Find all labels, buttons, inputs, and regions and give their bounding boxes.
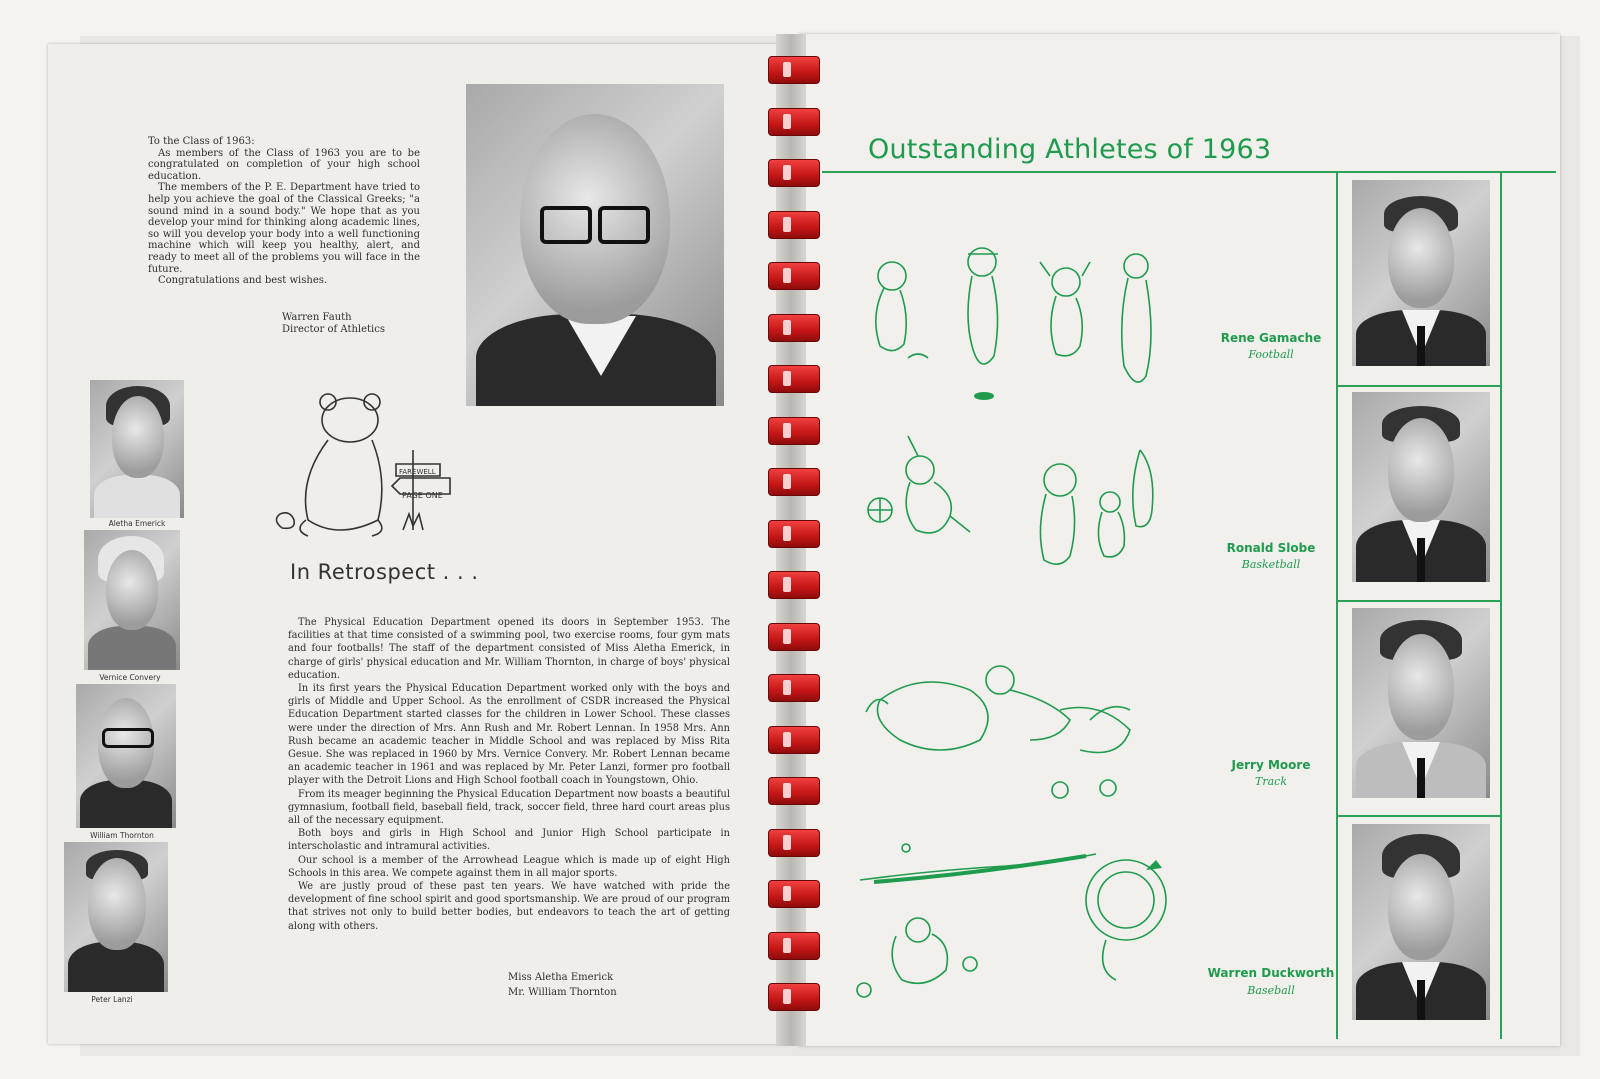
player-head <box>906 918 930 942</box>
signature-name: Warren Fauth <box>282 312 352 323</box>
spiral-ring <box>768 314 820 342</box>
catcher-whirl <box>1098 872 1154 928</box>
runner-head <box>986 666 1014 694</box>
spiral-ring <box>768 571 820 599</box>
staff-caption: Aletha Emerick <box>108 519 166 528</box>
athlete-photo-moore <box>1352 608 1490 798</box>
athlete-photo-gamache <box>1352 180 1490 366</box>
player-body <box>906 482 951 533</box>
spiral-ring <box>768 468 820 496</box>
portrait-head <box>88 858 146 950</box>
staff-photo-convery <box>84 530 180 670</box>
spiral-ring <box>768 880 820 908</box>
bear-body <box>306 440 382 530</box>
dust-cloud <box>857 983 871 997</box>
spiral-binding <box>768 44 820 1004</box>
runner-body <box>1010 690 1070 740</box>
football-shadow <box>974 392 994 400</box>
athlete-name: Ronald Slobe <box>1226 541 1316 555</box>
staff-caption: Peter Lanzi <box>91 995 133 1004</box>
staff-caption: William Thornton <box>90 831 154 840</box>
player-head <box>878 262 906 290</box>
portrait-dress <box>94 475 180 518</box>
catcher-mitt <box>1146 860 1162 870</box>
letter-paragraph: As members of the Class of 1963 you are to be congratulated on completion of your high school education. <box>148 147 420 182</box>
bear-farewell-cartoon <box>268 380 468 550</box>
dust-cloud <box>1052 782 1068 798</box>
runner-body <box>878 682 989 750</box>
player-body <box>876 288 906 351</box>
dust-cloud <box>1100 780 1116 796</box>
portrait-head <box>112 396 164 478</box>
staff-photo-lanzi <box>64 842 168 992</box>
baseball-icon <box>902 844 910 852</box>
retrospect-paragraph: Our school is a member of the Arrowhead League which is made up of eight High Schools in this area. We compete against them in all major sports. <box>288 854 730 879</box>
catcher-leg <box>1103 940 1116 980</box>
bear-head <box>322 398 378 442</box>
retrospect-authors <box>508 970 617 1000</box>
bat-swing-streak <box>874 856 1086 882</box>
sign-farewell-text: FAREWELL <box>399 468 436 476</box>
player-head <box>1100 492 1120 512</box>
signature-title: Director of Athletics <box>282 324 385 335</box>
basketball-cartoon <box>860 430 1180 590</box>
baseball-cartoon <box>856 840 1176 1010</box>
retrospect-paragraph: We are justly proud of these past ten years. We have watched with pride the development of fine school spirit and good sportsmanship. We are proud of our program that strives not only to build better bodies, but endeavors to teach the art of getting along with others. <box>288 881 730 932</box>
portrait-glasses-left <box>540 206 592 244</box>
letter-signature <box>282 312 385 336</box>
runner-body <box>1060 708 1130 753</box>
retrospect-paragraph: From its meager beginning the Physical Education Department now boasts a beautiful gymnasium, football field, baseball field, track, soccer field, three hard court areas plus all of the necessary equipment. <box>288 788 730 827</box>
spiral-ring <box>768 623 820 651</box>
player-body <box>1051 296 1082 356</box>
player-tall <box>1133 450 1153 527</box>
author-name: Miss Aletha Emerick <box>508 972 614 983</box>
portrait-tie <box>1417 326 1425 366</box>
player-head <box>968 248 996 276</box>
spiral-ring <box>768 829 820 857</box>
portrait-tie <box>1417 980 1425 1020</box>
director-letter <box>148 136 420 287</box>
spiral-ring <box>768 726 820 754</box>
spiral-ring <box>768 777 820 805</box>
letter-paragraph: The members of the P. E. Department have tried to help you achieve the goal of the Classical Greeks; "a sound mind in a sound body." We hope that as you develop your mind for thinking along academic lines, so will you develop your body into a well functioning machine which will keep you healthy, alert, and ready to meet all of the problems you will face in the future. <box>148 182 420 275</box>
portrait-tie <box>1417 758 1425 798</box>
spiral-ring <box>768 365 820 393</box>
track-cartoon <box>860 640 1190 820</box>
athletes-title: Outstanding Athletes of 1963 <box>868 134 1272 165</box>
portrait-head <box>1388 854 1454 960</box>
athlete-name: Warren Duckworth <box>1207 966 1335 980</box>
portrait-dress <box>88 626 176 670</box>
player-arm <box>908 436 918 456</box>
photo-divider <box>1336 600 1502 602</box>
athlete-sport: Track <box>1255 775 1287 788</box>
retrospect-paragraph: Both boys and girls in High School and Junior High School participate in interscholastic and intramural activities. <box>288 828 730 853</box>
spiral-ring <box>768 674 820 702</box>
director-portrait <box>466 84 724 406</box>
photo-column-left-rule <box>1336 171 1338 1039</box>
photo-divider <box>1336 815 1502 817</box>
athlete-sport: Basketball <box>1241 558 1301 571</box>
spiral-ring <box>768 932 820 960</box>
speed-lines <box>1090 707 1130 720</box>
photo-column-right-rule <box>1500 171 1502 1039</box>
player-head <box>1124 254 1148 278</box>
letter-salutation: To the Class of 1963: <box>148 136 255 147</box>
player-head <box>906 456 934 484</box>
athlete-photo-slobe <box>1352 392 1490 582</box>
player-leg <box>950 516 970 532</box>
title-rule <box>822 171 1556 173</box>
dust-cloud <box>963 957 977 971</box>
portrait-head <box>1388 418 1454 522</box>
spiral-ring <box>768 520 820 548</box>
player-head <box>1052 268 1080 296</box>
football-cartoon <box>860 236 1180 416</box>
spiral-ring <box>768 108 820 136</box>
retrospect-paragraph: The Physical Education Department opened its doors in September 1953. The facilities at that time consisted of a swimming pool, two exercise rooms, four gym mats and four footballs! The staff of the department consisted of Miss Aletha Emerick, in charge of girls' physical education and Mr. William Thornton, in charge of boys' physical education. <box>288 617 730 681</box>
spiral-ring <box>768 983 820 1011</box>
dust-cloud <box>276 513 294 528</box>
author-name: Mr. William Thornton <box>508 987 617 998</box>
athlete-name: Rene Gamache <box>1220 331 1322 345</box>
player-head <box>1044 464 1076 496</box>
staff-photo-thornton <box>76 684 176 828</box>
athlete-sport: Football <box>1248 348 1294 361</box>
ball-trail <box>860 854 1096 880</box>
portrait-glasses-right <box>598 206 650 244</box>
portrait-tie <box>1417 538 1425 582</box>
athlete-name: Jerry Moore <box>1231 758 1311 772</box>
spiral-ring <box>768 211 820 239</box>
player-body <box>1040 494 1074 564</box>
portrait-head <box>106 550 158 630</box>
bear-foot <box>300 520 308 536</box>
portrait-head <box>1388 208 1454 308</box>
retrospect-heading: In Retrospect . . . <box>290 560 479 584</box>
athlete-sport: Baseball <box>1247 984 1295 997</box>
spiral-ring <box>768 262 820 290</box>
photo-divider <box>1336 385 1502 387</box>
sign-page-one-text: PAGE ONE <box>402 491 443 500</box>
player-body <box>1122 278 1151 382</box>
player-body <box>968 276 998 364</box>
player-arms <box>1040 262 1090 276</box>
athlete-photo-duckworth <box>1352 824 1490 1020</box>
player-body <box>1098 512 1124 557</box>
spiral-ring <box>768 417 820 445</box>
staff-photo-emerick <box>90 380 184 518</box>
spiral-ring <box>768 159 820 187</box>
letter-paragraph: Congratulations and best wishes. <box>158 275 328 287</box>
portrait-glasses <box>102 728 154 748</box>
spiral-ring <box>768 56 820 84</box>
retrospect-body <box>288 616 730 933</box>
portrait-head <box>1388 634 1454 740</box>
retrospect-paragraph: In its first years the Physical Education Department worked only with the boys and girls of Middle and Upper School. As the enrollment of CSDR increased the Physical Education Department started classes for the children in Lower School. These classes were under the direction of Mrs. Ann Rush and Mr. Robert Lennan. In 1958 Mrs. Ann Rush became an academic teacher in Middle School and was replaced by Miss Rita Gesue. She was replaced in 1960 by Mrs. Vernice Convery. Mr. Robert Lennan became an academic teacher in 1961 and was replaced by Mr. Peter Lanzi, former pro football player with the Detroit Lions and High School football coach in Youngstown, Ohio. <box>288 683 730 787</box>
staff-caption: Vernice Convery <box>99 673 161 682</box>
ground-tuft <box>908 354 928 358</box>
